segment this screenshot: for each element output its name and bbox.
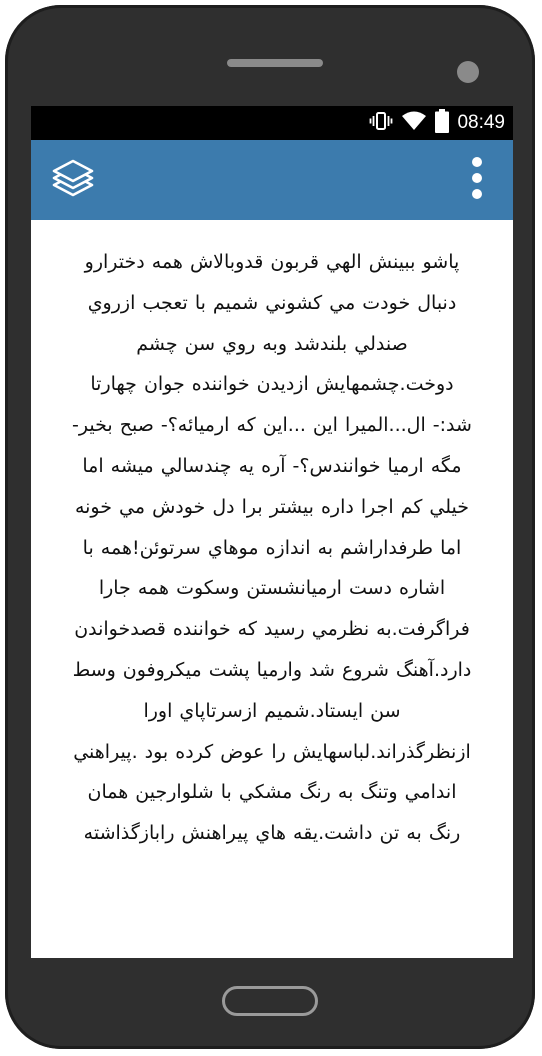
front-camera: [457, 61, 479, 83]
app-bar: [31, 140, 513, 220]
status-time: 08:49: [457, 112, 505, 133]
status-bar: [31, 106, 513, 140]
story-paragraph: پاشو ببينش الهي قربون قدوبالاش همه دخترارو دنبال خودت مي كشوني شميم با تعجب ازروي صندلي بلندشد وبه روي سن چشم دوخت.چشمهايش ازديدن خواننده جوان چهارتا شد:- ال...الميرا اين ...اين كه ارميائه؟- صبح بخير- مگه ارميا خوانندس؟- آره يه چندسالي ميشه اما خيلي كم اجرا داره بيشتر برا دل خودش مي خونه اما طرفداراشم به اندازه موهاي سرتوئن!همه با اشاره دست ارميانشستن وسكوت همه جارا فراگرفت.به نظرمي رسيد كه خواننده قصدخواندن دارد.آهنگ شروع شد وارميا پشت ميكروفون وسط سن ايستاد.شميم ازسرتاپاي اورا ازنظرگذراند.لباسهايش را عوض كرده بود .پيراهني اندامي وتنگ به رنگ مشكي با شلوارجين همان رنگ به تن داشت.يقه هاي پيراهنش رابازگذاشته: [72, 251, 472, 845]
device-screen: [31, 106, 513, 958]
battery-icon: [435, 109, 449, 137]
earpiece-speaker: [227, 59, 323, 67]
overflow-menu-button[interactable]: [465, 156, 489, 204]
story-content[interactable]: [31, 220, 513, 958]
wifi-icon: [401, 111, 427, 135]
status-icons: [369, 106, 505, 140]
vibrate-icon: [369, 111, 393, 135]
home-button[interactable]: [222, 986, 318, 1016]
layers-icon: [51, 156, 95, 204]
layers-button[interactable]: [49, 156, 97, 204]
overflow-menu-icon: [471, 156, 483, 204]
